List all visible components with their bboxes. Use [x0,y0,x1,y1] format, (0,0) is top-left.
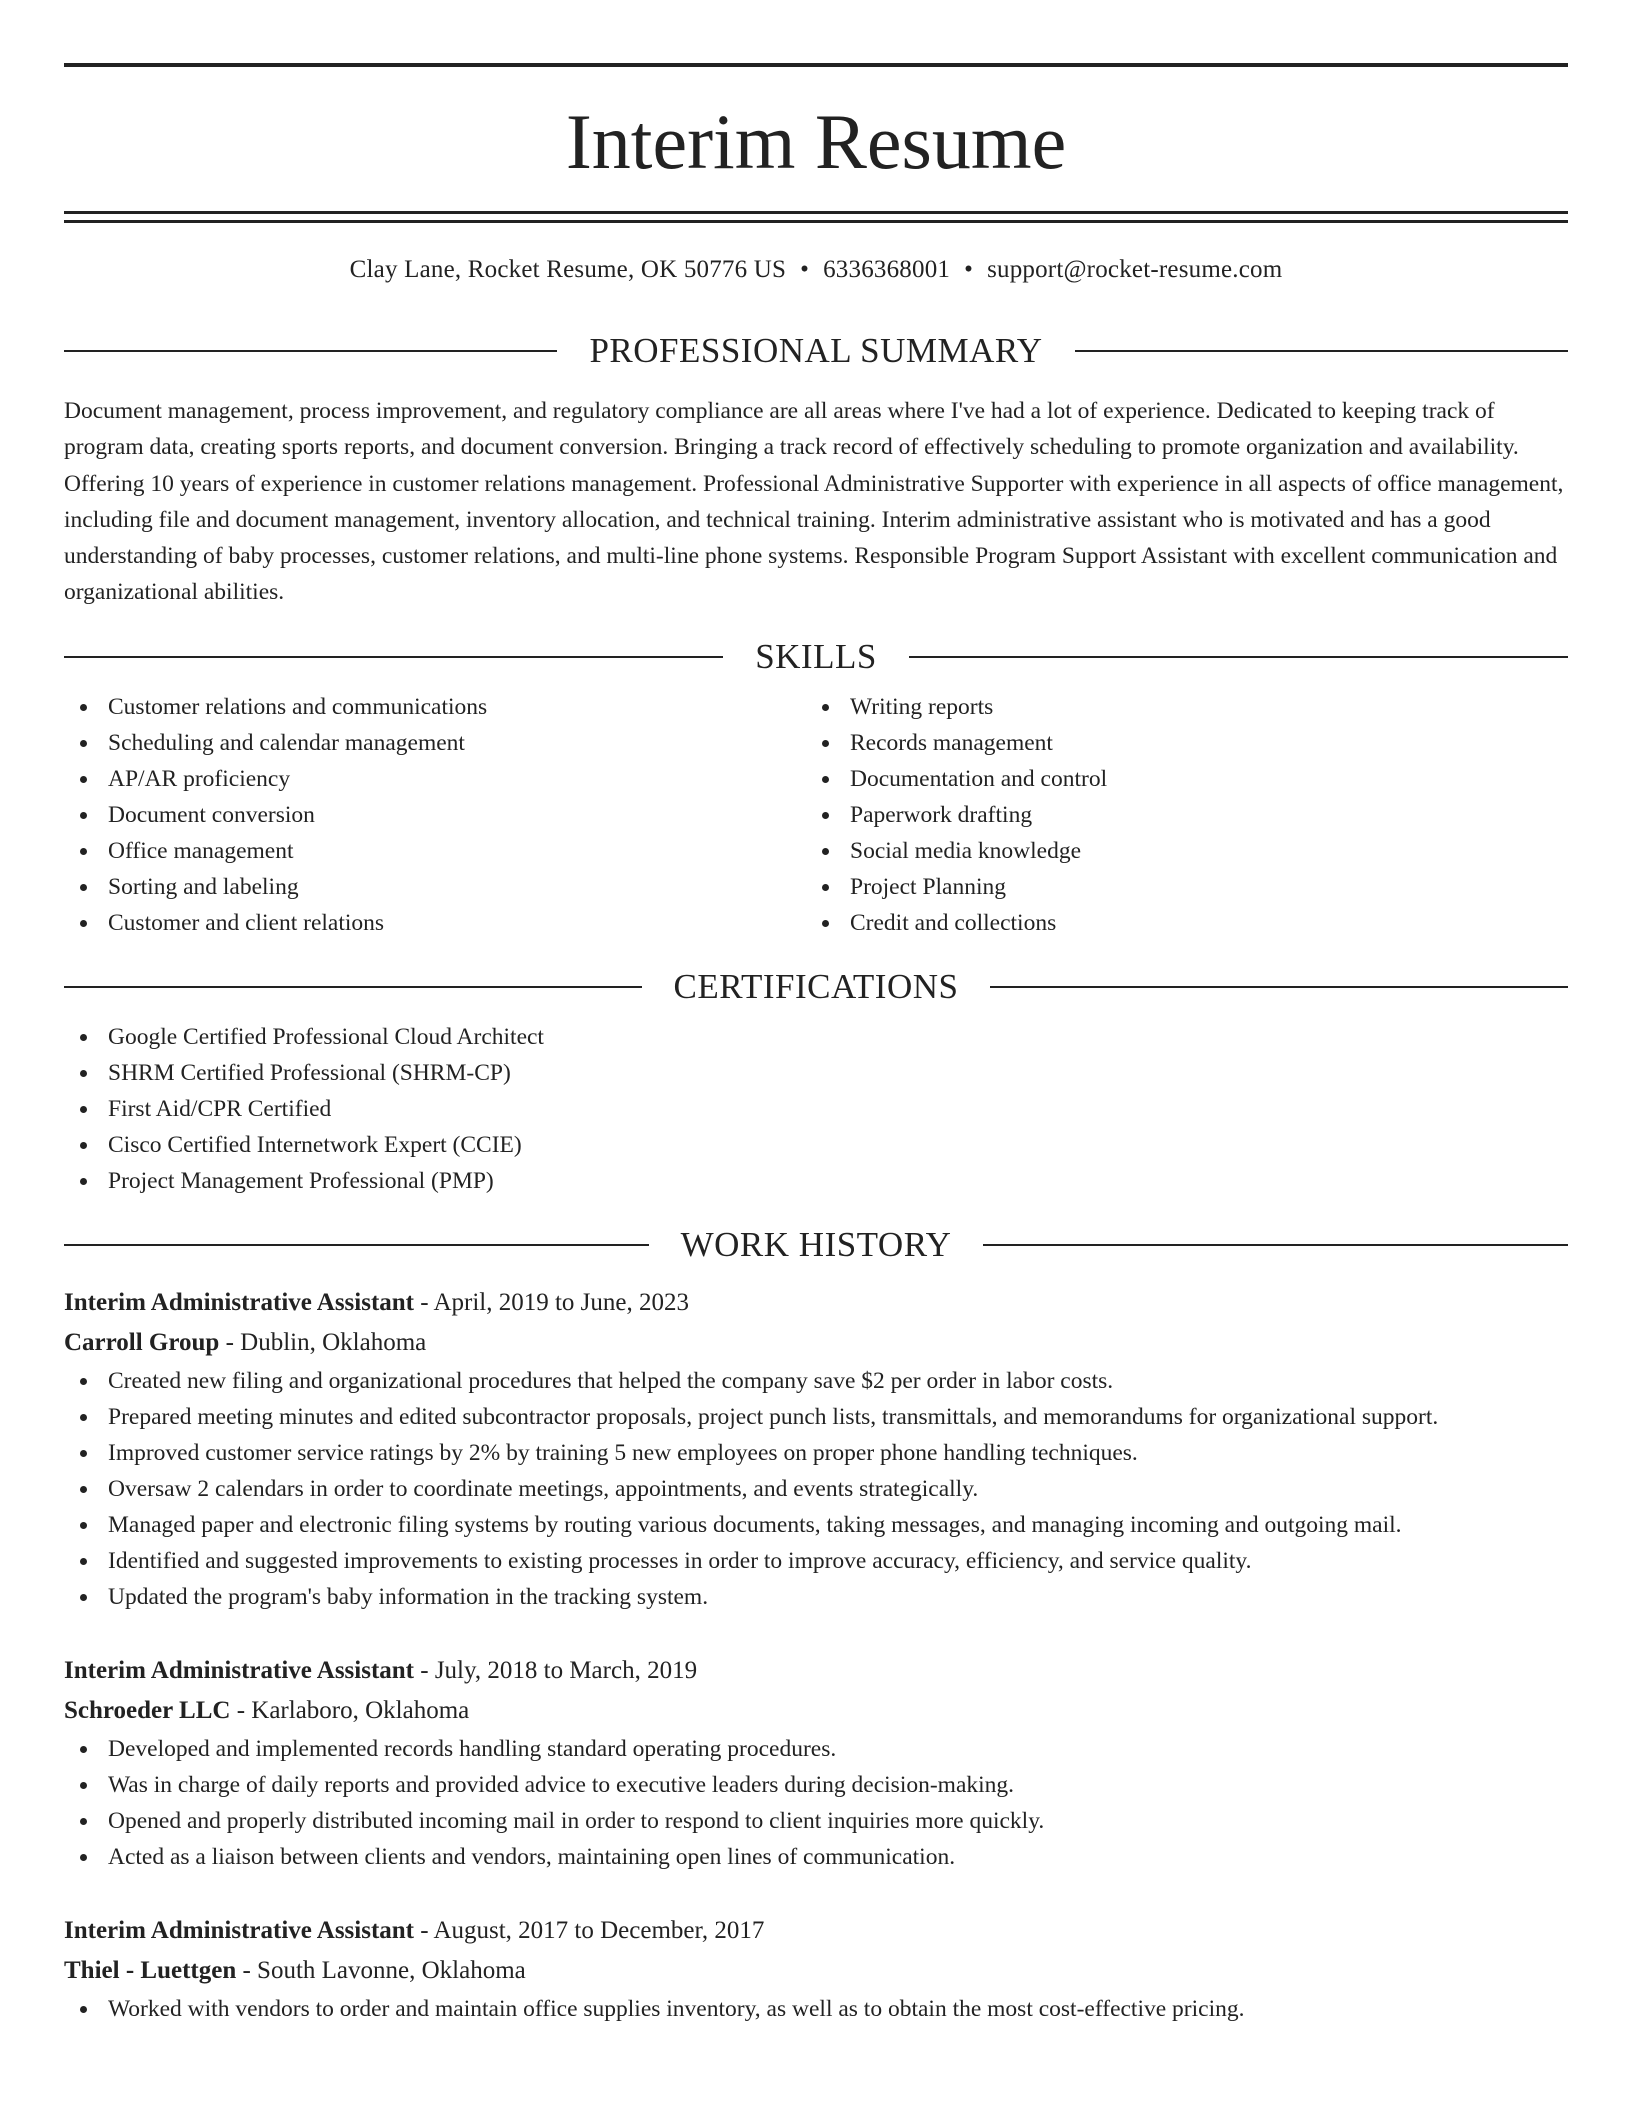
job-company-line [64,1691,1568,1731]
certification-item: Cisco Certified Internetwork Expert (CCIE) [64,1127,1568,1163]
job-company-line [64,1951,1568,1991]
job-location: - Dublin, Oklahoma [219,1328,427,1356]
section-heading-certifications [64,967,1568,1007]
certification-item: First Aid/CPR Certified [64,1091,1568,1127]
job-entry [64,1911,1568,2027]
skill-item: Document conversion [64,797,806,833]
section-title: CERTIFICATIONS [673,966,959,1006]
certification-item: SHRM Certified Professional (SHRM-CP) [64,1055,1568,1091]
job-location: - South Lavonne, Oklahoma [236,1956,526,1984]
skill-item: Records management [806,725,1548,761]
job-location: - Karlaboro, Oklahoma [230,1696,470,1724]
skills-column-left [64,689,806,941]
contact-address: Clay Lane, Rocket Resume, OK 50776 US [349,256,787,283]
certification-item: Project Management Professional (PMP) [64,1163,1568,1199]
title-double-rule [64,211,1568,223]
skill-item: Social media knowledge [806,833,1548,869]
job-bullet: Updated the program's baby information in the tracking system. [64,1579,1568,1615]
resume-title: Interim Resume [565,98,1067,185]
job-title-line [64,1651,1568,1691]
job-bullet: Improved customer service ratings by 2% by training 5 new employees on proper phone handling techniques. [64,1435,1568,1471]
certification-item: Google Certified Professional Cloud Architect [64,1019,1568,1055]
section-heading-summary [64,331,1568,371]
job-bullet: Managed paper and electronic filing systems by routing various documents, taking messages, and managing incoming and outgoing mail. [64,1507,1568,1543]
job-bullet: Created new filing and organizational procedures that helped the company save $2 per order in labor costs. [64,1363,1568,1399]
skill-item: Office management [64,833,806,869]
work-history-list [64,1283,1568,2027]
skills-list-left [64,689,806,941]
job-title-line [64,1911,1568,1951]
skill-item: Documentation and control [806,761,1548,797]
job-bullet: Oversaw 2 calendars in order to coordinate meetings, appointments, and events strategically. [64,1471,1568,1507]
job-dates: - July, 2018 to March, 2019 [414,1656,698,1684]
job-dates: - August, 2017 to December, 2017 [414,1916,765,1944]
job-bullet: Prepared meeting minutes and edited subcontractor proposals, project punch lists, transmittals, and memorandums for organizational support. [64,1399,1568,1435]
job-entry [64,1651,1568,1875]
skill-item: Scheduling and calendar management [64,725,806,761]
skill-item: Customer relations and communications [64,689,806,725]
contact-phone: 6336368001 [823,256,951,283]
job-bullet: Identified and suggested improvements to existing processes in order to improve accuracy, efficiency, and service quality. [64,1543,1568,1579]
heading-rule [1075,350,1568,352]
job-dates: - April, 2019 to June, 2023 [414,1288,689,1316]
job-title: Interim Administrative Assistant [64,1656,414,1684]
job-company: Schroeder LLC [64,1696,231,1724]
top-rule [64,63,1568,67]
skill-item: AP/AR proficiency [64,761,806,797]
heading-rule [64,350,557,352]
job-title: Interim Administrative Assistant [64,1916,414,1944]
skill-item: Writing reports [806,689,1548,725]
heading-rule [64,656,723,658]
job-company-line [64,1323,1568,1363]
job-bullet-list [64,1991,1568,2027]
job-bullet: Acted as a liaison between clients and vendors, maintaining open lines of communication. [64,1839,1568,1875]
job-bullet: Worked with vendors to order and maintain office supplies inventory, as well as to obtain the most cost-effective pricing. [64,1991,1568,2027]
skill-item: Paperwork drafting [806,797,1548,833]
section-title: SKILLS [755,636,877,676]
heading-rule [64,986,642,988]
heading-rule [909,656,1568,658]
skill-item: Customer and client relations [64,905,806,941]
job-title: Interim Administrative Assistant [64,1288,414,1316]
skill-item: Project Planning [806,869,1548,905]
job-bullet: Developed and implemented records handling standard operating procedures. [64,1731,1568,1767]
job-company: Thiel - Luettgen [64,1956,237,1984]
skill-item: Sorting and labeling [64,869,806,905]
section-heading-skills [64,637,1568,677]
skills-column-right [806,689,1548,941]
contact-separator: • [964,256,974,283]
resume-page [64,0,1568,2027]
job-title-line [64,1283,1568,1323]
certifications-list [64,1019,1568,1199]
contact-separator: • [800,256,810,283]
skills-list-right [806,689,1548,941]
section-title: PROFESSIONAL SUMMARY [589,331,1043,370]
summary-text: Document management, process improvement, and regulatory compliance are all areas where I've had a lot of experience. Dedicated to keeping track of program data, creating sports reports, and document conversion. Bringing a track record of effectively scheduling to promote organization and availability. Offering 10 years of experience in customer relations management. Professional Administrative Supporter with experience in all aspects of office management, including file and document management, inventory allocation, and technical training. Interim administrative assistant who is motivated and has a good understanding of baby processes, customer relations, and multi-line phone systems. Responsible Program Support Assistant with excellent communication and organizational abilities. [64,398,1564,606]
job-entry [64,1283,1568,1615]
job-bullet-list [64,1731,1568,1875]
contact-email: support@rocket-resume.com [987,256,1283,283]
section-heading-work-history [64,1225,1568,1265]
job-company: Carroll Group [64,1328,220,1356]
heading-rule [983,1244,1568,1246]
heading-rule [990,986,1568,988]
skills-columns [64,689,1568,941]
job-bullet: Was in charge of daily reports and provided advice to executive leaders during decision-making. [64,1767,1568,1803]
heading-rule [64,1244,649,1246]
job-bullet: Opened and properly distributed incoming mail in order to respond to client inquiries more quickly. [64,1803,1568,1839]
contact-line [64,253,1568,287]
job-bullet-list [64,1363,1568,1615]
section-title: WORK HISTORY [680,1224,952,1264]
skill-item: Credit and collections [806,905,1548,941]
